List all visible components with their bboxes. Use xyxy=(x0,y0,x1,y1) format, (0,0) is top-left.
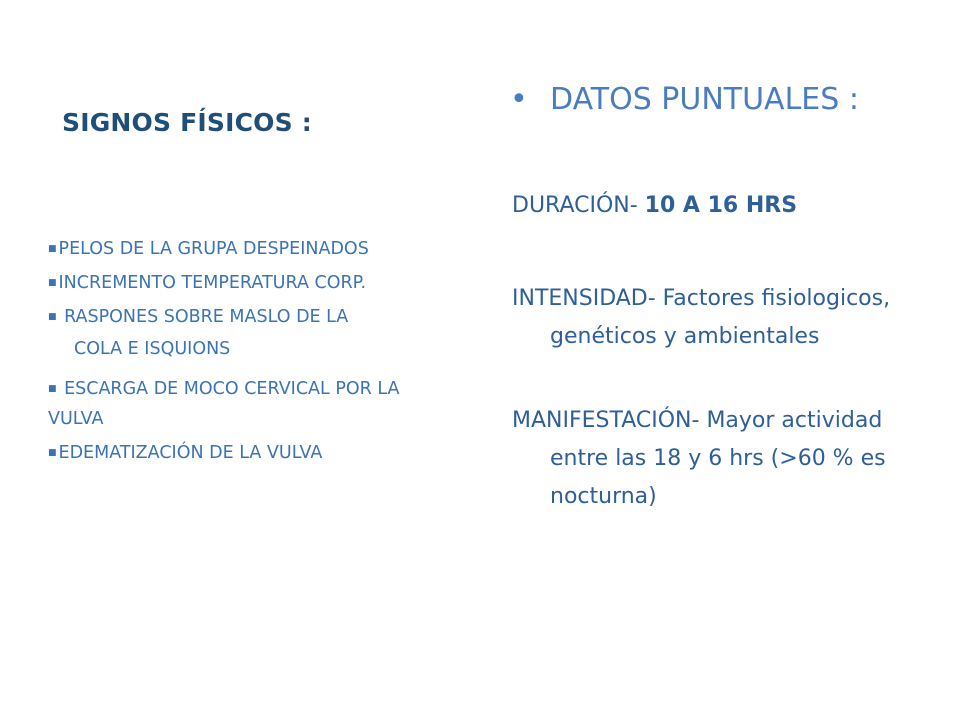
intensity-text: Factores fisiologicos, genéticos y ambientales xyxy=(550,286,891,349)
list-item: ■ INCREMENTO TEMPERATURA CORP. xyxy=(48,268,448,298)
right-title-row xyxy=(510,82,859,117)
list-item-continuation: COLA E ISQUIONS xyxy=(74,339,231,359)
manifestation-text: Mayor actividad entre las 18 y 6 hrs (>60 % es nocturna) xyxy=(550,408,886,509)
physical-signs-list xyxy=(48,234,448,472)
right-title: DATOS PUNTUALES : xyxy=(550,82,859,117)
manifestation-block xyxy=(512,402,922,516)
square-bullet-icon: ■ xyxy=(48,278,57,288)
intensity-label: INTENSIDAD- xyxy=(512,286,663,311)
square-bullet-icon: ■ xyxy=(48,312,57,322)
manifestation-label: MANIFESTACIÓN- xyxy=(512,408,707,433)
list-item: ■ RASPONES SOBRE MASLO DE LA xyxy=(48,302,448,332)
list-item: ■ EDEMATIZACIÓN DE LA VULVA xyxy=(48,438,448,468)
list-item: ■ PELOS DE LA GRUPA DESPEINADOS xyxy=(48,234,448,264)
list-item: ■ ESCARGA DE MOCO CERVICAL POR LA VULVA xyxy=(48,374,448,434)
left-title: SIGNOS FÍSICOS : xyxy=(62,108,312,137)
bullet-icon: • xyxy=(510,82,528,117)
duration-label: DURACIÓN- xyxy=(512,193,645,218)
duration-block xyxy=(512,187,922,225)
duration-value: 10 A 16 HRS xyxy=(644,193,798,218)
square-bullet-icon: ■ xyxy=(48,448,57,458)
intensity-block xyxy=(512,280,922,356)
square-bullet-icon: ■ xyxy=(48,384,57,394)
square-bullet-icon: ■ xyxy=(48,244,57,254)
